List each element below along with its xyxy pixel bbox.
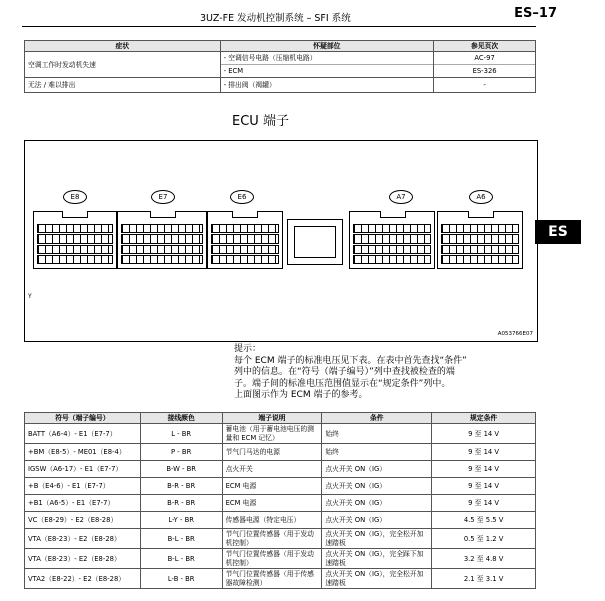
- connector-e6: [207, 211, 283, 269]
- description-cell: 节气门位置传感器（用于发动机控制）: [222, 549, 322, 569]
- connector-a7: [349, 211, 435, 269]
- spec-cell: 2.1 至 3.1 V: [432, 569, 536, 589]
- section-title: ECU 端子: [232, 114, 289, 129]
- table-row: [25, 495, 536, 512]
- ecu-connector-diagram: [24, 140, 538, 342]
- diagram-y-label: Y: [28, 293, 32, 300]
- condition-cell: 点火开关 ON（IG）: [322, 478, 432, 495]
- condition-cell: 始终: [322, 444, 432, 461]
- condition-cell: 点火开关 ON（IG），完全松开加速踏板: [322, 569, 432, 589]
- hint-line: 列中的信息。在“符号（端子编号）”列中查找被检查的端: [234, 367, 455, 378]
- ecu-center-socket: [287, 219, 343, 265]
- connector-label-a6: A6: [469, 190, 493, 204]
- part-item: - ECM: [221, 64, 434, 77]
- symbol-cell: +B1（A6-5）- E1（E7-7）: [25, 495, 141, 512]
- parts-cell: [220, 52, 434, 78]
- page-ref: AC-97: [474, 54, 495, 63]
- wire-color-cell: L-Y - BR: [140, 512, 222, 529]
- spec-cell: 9 至 14 V: [432, 424, 536, 444]
- hint-block: [234, 344, 540, 402]
- hint-line: 上面图示作为 ECM 端子的参考。: [234, 390, 368, 401]
- parts-cell: - 排出阀（褐罐）: [220, 78, 434, 93]
- description-cell: 节气门位置传感器（用于发动机控制）: [222, 529, 322, 549]
- table-row: [25, 444, 536, 461]
- description-cell: ECM 电源: [222, 495, 322, 512]
- wire-color-cell: B-R - BR: [140, 495, 222, 512]
- symbol-cell: BATT（A6-4）- E1（E7-7）: [25, 424, 141, 444]
- description-cell: 传感器电源（特定电压）: [222, 512, 322, 529]
- part-item: - 空调信号电路（压缩机电路）: [223, 54, 317, 63]
- figure-id: A053766E07: [497, 331, 533, 337]
- description-cell: 节气门马达的电源: [222, 444, 322, 461]
- table-row: [25, 478, 536, 495]
- terminal-table-body: [25, 424, 536, 589]
- side-tab-es: ES: [535, 220, 581, 244]
- wire-color-cell: P - BR: [140, 444, 222, 461]
- page-cell: [434, 52, 536, 78]
- table-row: [25, 78, 536, 93]
- symptom-table: [24, 40, 536, 93]
- page-ref: ES-326: [434, 64, 535, 77]
- terminal-table: [24, 412, 536, 589]
- table-row: [25, 549, 536, 569]
- spec-cell: 9 至 14 V: [432, 444, 536, 461]
- symbol-cell: VTA（E8-23）- E2（E8-28）: [25, 549, 141, 569]
- header-rule: [22, 26, 536, 27]
- table-header-row: [25, 41, 536, 52]
- symbol-cell: IGSW（A6-17）- E1（E7-7）: [25, 461, 141, 478]
- header-cell: 规定条件: [432, 413, 536, 424]
- table-row: [25, 569, 536, 589]
- wire-color-cell: B-L - BR: [140, 549, 222, 569]
- spec-cell: 9 至 14 V: [432, 461, 536, 478]
- spec-cell: 9 至 14 V: [432, 478, 536, 495]
- connector-label-e7: E7: [151, 190, 175, 204]
- symbol-cell: +B（E4-6）- E1（E7-7）: [25, 478, 141, 495]
- table-row: [25, 512, 536, 529]
- condition-cell: 点火开关 ON（IG）: [322, 495, 432, 512]
- condition-cell: 点火开关 ON（IG）: [322, 461, 432, 478]
- connector-a6: [437, 211, 523, 269]
- wire-color-cell: L - BR: [140, 424, 222, 444]
- connector-label-e8: E8: [63, 190, 87, 204]
- page-ref: -: [434, 78, 536, 93]
- connector-label-e6: E6: [230, 190, 254, 204]
- wire-color-cell: B-L - BR: [140, 529, 222, 549]
- condition-cell: 始终: [322, 424, 432, 444]
- header-cell: 端子说明: [222, 413, 322, 424]
- spec-cell: 3.2 至 4.8 V: [432, 549, 536, 569]
- header-cell: 符号（端子编号）: [25, 413, 141, 424]
- symbol-cell: VTA（E8-23）- E2（E8-28）: [25, 529, 141, 549]
- condition-cell: 点火开关 ON（IG），完全踩下加速踏板: [322, 549, 432, 569]
- header-cell: 症状: [25, 41, 221, 52]
- table-header-row: [25, 413, 536, 424]
- header-cell: 怀疑部位: [220, 41, 434, 52]
- header-cell: 接线颜色: [140, 413, 222, 424]
- spec-cell: 0.5 至 1.2 V: [432, 529, 536, 549]
- description-cell: 蓄电池（用于蓄电池电压的测量和 ECM 记忆）: [222, 424, 322, 444]
- symbol-cell: +BM（E8-5）- ME01（E8-4）: [25, 444, 141, 461]
- symptom-cell: 空调工作时发动机失速: [25, 52, 221, 78]
- hint-label: 提示：: [234, 344, 262, 354]
- symbol-cell: VTA2（E8-22）- E2（E8-28）: [25, 569, 141, 589]
- table-row: [25, 52, 536, 78]
- hint-line: 子。端子间的标准电压范围值显示在“规定条件”列中。: [234, 378, 451, 389]
- symptom-cell: 无法 / 难以排出: [25, 78, 221, 93]
- connector-e8: [33, 211, 117, 269]
- spec-cell: 4.5 至 5.5 V: [432, 512, 536, 529]
- connector-e7: [117, 211, 207, 269]
- table-row: [25, 461, 536, 478]
- symbol-cell: VC（E8-29）- E2（E8-28）: [25, 512, 141, 529]
- table-row: [25, 424, 536, 444]
- spec-cell: 9 至 14 V: [432, 495, 536, 512]
- page-header-title: 3UZ-FE 发动机控制系统 – SFI 系统: [200, 13, 351, 24]
- page-number: ES–17: [514, 6, 557, 21]
- description-cell: 点火开关: [222, 461, 322, 478]
- description-cell: 节气门位置传感器（用于传感器故障检测）: [222, 569, 322, 589]
- wire-color-cell: B-R - BR: [140, 478, 222, 495]
- table-row: [25, 529, 536, 549]
- wire-color-cell: L-B - BR: [140, 569, 222, 589]
- header-cell: 参见页次: [434, 41, 536, 52]
- hint-line: 每个 ECM 端子的标准电压见下表。在表中首先查找“条件”: [234, 355, 467, 366]
- description-cell: ECM 电源: [222, 478, 322, 495]
- wire-color-cell: B-W - BR: [140, 461, 222, 478]
- connector-label-a7: A7: [389, 190, 413, 204]
- header-cell: 条件: [322, 413, 432, 424]
- condition-cell: 点火开关 ON（IG），完全松开加速踏板: [322, 529, 432, 549]
- condition-cell: 点火开关 ON（IG）: [322, 512, 432, 529]
